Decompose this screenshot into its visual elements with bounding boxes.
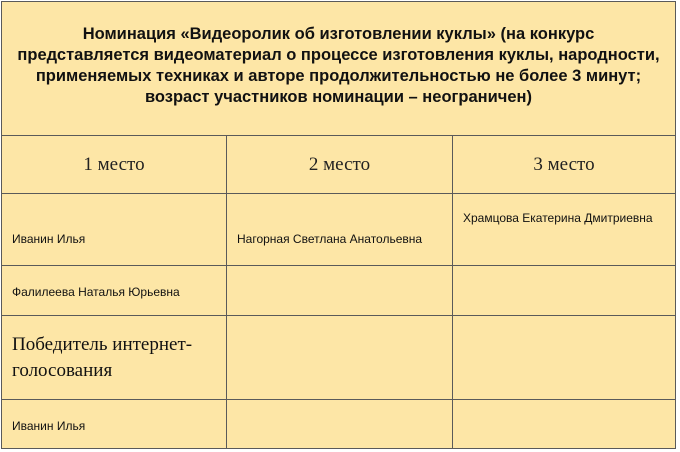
place-1-label: 1 место xyxy=(83,153,145,175)
table-cell xyxy=(2,266,227,315)
nomination-title: Номинация «Видеоролик об изготовлении куклы» (на конкурс представляется видеоматериал о процессе изготовления куклы, народности, применяемых техниках и авторе продолжительностью не более 3 минут; возраст участников номинации – неограничен) xyxy=(17,24,660,106)
table-cell xyxy=(2,400,227,448)
internet-vote-row xyxy=(2,316,675,400)
nomination-table xyxy=(1,1,676,449)
table-row xyxy=(2,194,675,266)
winner-name: Храмцова Екатерина Дмитриевна xyxy=(463,211,653,225)
nomination-header xyxy=(2,2,675,136)
internet-vote-cell xyxy=(2,316,227,399)
table-cell xyxy=(453,400,675,448)
internet-vote-label: Победитель интернет-голосования xyxy=(12,334,193,381)
place-3-cell xyxy=(453,136,675,193)
table-cell xyxy=(453,316,675,399)
internet-vote-winner-row xyxy=(2,400,675,448)
table-cell xyxy=(227,194,453,265)
winner-name: Нагорная Светлана Анатольевна xyxy=(237,232,423,246)
place-1-cell xyxy=(2,136,227,193)
place-2-label: 2 место xyxy=(308,153,371,175)
places-header-row xyxy=(2,136,675,194)
table-cell xyxy=(453,194,675,265)
table-cell xyxy=(227,400,453,448)
place-3-label: 3 место xyxy=(533,153,595,175)
table-row xyxy=(2,266,675,316)
table-cell xyxy=(227,266,453,315)
place-2-cell xyxy=(227,136,453,193)
table-cell xyxy=(453,266,675,315)
table-cell xyxy=(2,194,227,265)
table-cell xyxy=(227,316,453,399)
winner-name: Иванин Илья xyxy=(12,232,86,246)
internet-vote-winner: Иванин Илья xyxy=(12,419,86,433)
winner-name: Фалилеева Наталья Юрьевна xyxy=(12,285,180,299)
